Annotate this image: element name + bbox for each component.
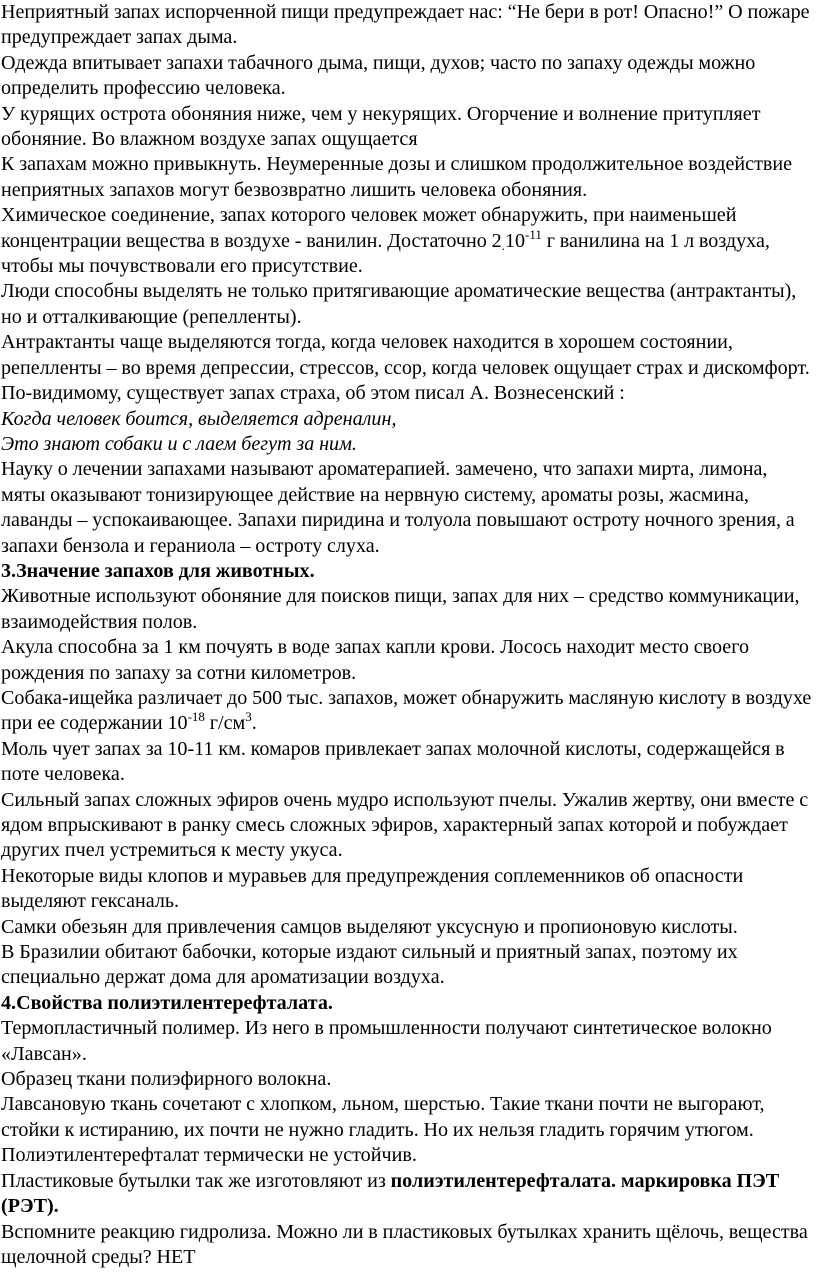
section-heading-animals: 3.Значение запахов для животных.: [1, 559, 315, 582]
paragraph-spoiled-food: Неприятный запах испорченной пищи предупреждает нас: “Не бери в рот! Опасно!” О пожаре предупреждает запах дыма.: [1, 1, 810, 49]
paragraph-monkeys: Самки обезьян для привлечения самцов выделяют уксусную и пропионовую кислоты.: [1, 915, 738, 938]
vanillin-text-c: г ванилина на 1 л воздуха, чтобы мы почувствовали его присутствие.: [1, 229, 770, 278]
paragraph-fabric-sample: Образец ткани полиэфирного волокна.: [1, 1068, 332, 1091]
paragraph-hydrolysis-question: Вспомните реакцию гидролиза. Можно ли в пластиковых бутылках хранить щёлочь, вещества щелочной среды? НЕТ: [1, 1220, 808, 1268]
dog-text-b: г/см: [204, 712, 246, 735]
dog-text-c: .: [251, 712, 257, 735]
paragraph-butterflies: В Бразилии обитают бабочки, которые издают сильный и приятный запах, поэтому их специально держат дома для ароматизации воздуха.: [1, 941, 738, 989]
poem-line-2: Это знают собаки и с лаем бегут за ним.: [1, 432, 357, 455]
paragraph-aromatherapy: Науку о лечении запахами называют ароматерапией. замечено, что запахи мирта, лимона, мяты оказывают тонизирующее действие на нервную систему, ароматы розы, жасмина, лаванды – успокаивающее. Запахи пиридина и толуола повышают остроту ночного зрения, а запахи бензола и гераниола – остроту слуха.: [1, 458, 795, 557]
paragraph-sniffer-dog: [1, 686, 813, 737]
vanillin-exponent: -11: [525, 226, 542, 242]
dog-cube-exponent: 3: [245, 709, 252, 725]
vanillin-text-a: Химическое соединение, запах которого человек может обнаружить, при наименьшей концентрации вещества в воздухе - ванилин. Достаточно 2: [1, 204, 737, 252]
paragraph-thermal-instability: Полиэтилентерефталат термически не устойчив.: [1, 1144, 417, 1167]
dog-text-a: Собака-ищейка различает до 500 тыс. запахов, может обнаружить масляную кислоту в воздухе при ее содержании 10: [1, 686, 812, 735]
paragraph-bees: Сильный запах сложных эфиров очень мудро используют пчелы. Ужалив жертву, они вместе с ядом впрыскивают в ранку смесь сложных эфиров, характерный запах которой и побуждает других пчел устремиться к месту укуса.: [1, 788, 809, 862]
paragraph-bugs-ants: Некоторые виды клопов и муравьев для предупреждения соплеменников об опасности выделяют гексаналь.: [1, 864, 744, 913]
section-heading-pet: 4.Свойства полиэтилентерефталата.: [1, 991, 333, 1014]
paragraph-moth-mosquito: Моль чует запах за 10-11 км. комаров привлекает запах молочной кислоты, содержащейся в поте человека.: [1, 737, 785, 786]
bottles-bold-text: полиэтилентерефталата. маркировка ПЭТ (РЭТ).: [1, 1169, 780, 1218]
paragraph-plastic-bottles: [1, 1169, 813, 1220]
paragraph-clothing-odors: Одежда впитывает запахи табачного дыма, пищи, духов; часто по запаху одежды можно определить профессию человека.: [1, 51, 756, 100]
paragraph-animals-smell: Животные используют обоняние для поисков пищи, запах для них – средство коммуникации, взаимодействия полов.: [1, 585, 800, 633]
paragraph-vanillin: [1, 203, 813, 279]
paragraph-thermoplastic: Термопластичный полимер. Из него в промышленности получают синтетическое волокно «Лавсан».: [1, 1017, 772, 1065]
paragraph-shark-salmon: Акула способна за 1 км почуять в воде запах капли крови. Лосось находит место своего рождения по запаху за сотни километров.: [1, 636, 750, 684]
poem-line-1: Когда человек боится, выделяется адреналин,: [1, 407, 397, 430]
bottles-text: Пластиковые бутылки так же изготовляют из: [1, 1169, 391, 1192]
paragraph-lavsan-fabric: Лавсановую ткань сочетают с хлопком, льном, шерстью. Такие ткани почти не выгорают, стойки к истиранию, их почти не нужно гладить. Но их нельзя гладить горячим утюгом.: [1, 1093, 765, 1141]
paragraph-fear-smell: Антрактанты чаще выделяются тогда, когда человек находится в хорошем состоянии, репелленты – во время депрессии, стрессов, ссор, когда человек ощущает страх и дискомфорт. По-видимому, существует запах страха, об этом писал А. Вознесенский :: [1, 331, 810, 405]
vanillin-text-b: 10: [504, 229, 526, 252]
dog-exponent: -18: [187, 709, 205, 725]
paragraph-smokers: У курящих острота обоняния ниже, чем у некурящих. Огорчение и волнение притупляет обоняние. Во влажном воздухе запах ощущается: [1, 102, 761, 151]
paragraph-attractants: Люди способны выделять не только притягивающие ароматические вещества (антрактанты), но и отталкивающие (репелленты).: [1, 280, 797, 328]
vanillin-multiply-dot: .: [501, 237, 505, 253]
paragraph-habituation: К запахам можно привыкнуть. Неумеренные дозы и слишком продолжительное воздействие неприятных запахов могут безвозвратно лишить человека обоняния.: [1, 153, 793, 201]
